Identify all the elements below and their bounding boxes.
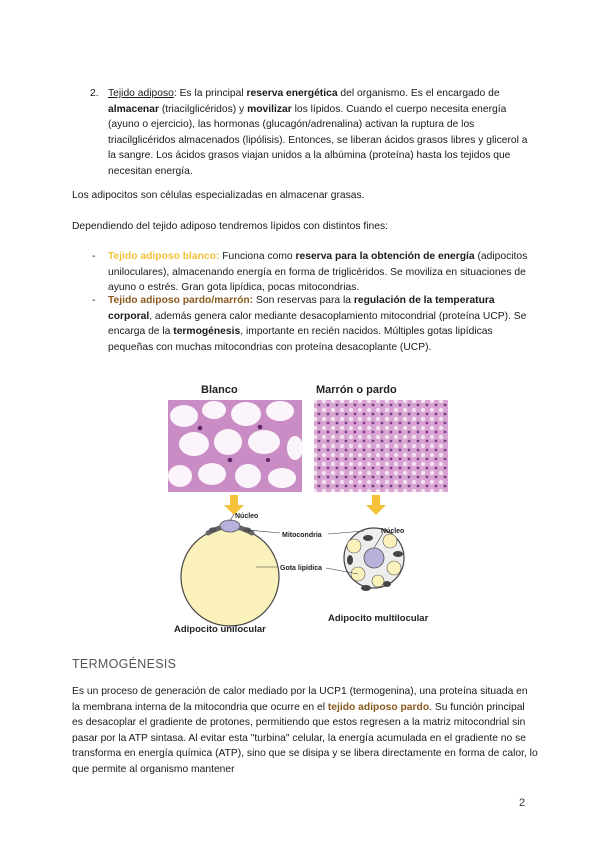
bold-span: termogénesis (173, 326, 241, 338)
text-span: , además genera calor mediante desacoplamiento mitocondrial (proteína UCP). Se encarga de la (108, 310, 527, 338)
paragraph-termogenesis (72, 684, 538, 778)
text-span: (triacilglicéridos) y (158, 103, 248, 115)
bullet-dash: - (92, 251, 96, 262)
bold-span: regulación de la temperatura corporal (108, 295, 495, 322)
text-span: : Es la principal (173, 88, 247, 99)
text-span: Son reservas para la (253, 295, 354, 306)
figure-drawing (168, 380, 448, 636)
micrograph-white-adipose (168, 400, 303, 492)
figure-label-pardo: Marrón o pardo (316, 384, 397, 396)
page-number: 2 (519, 797, 526, 809)
micrograph-brown-adipose (314, 400, 448, 492)
caption-multilocular: Adipocito multilocular (328, 613, 429, 624)
tejido-adiposo-item (108, 86, 532, 180)
term-tejido-blanco: Tejido adiposo blanco: (108, 251, 220, 262)
bold-span: reserva energética (246, 88, 338, 99)
bullet-tejido-blanco (108, 249, 536, 296)
unilocular-adipocyte-diagram (181, 514, 280, 626)
label-mitocondria: Mitocondria (282, 532, 322, 539)
bullet-dash: - (92, 295, 96, 306)
arrow-down-left (224, 495, 244, 515)
bold-span: movilizar (247, 103, 292, 115)
term-tejido-adiposo: Tejido adiposo (108, 88, 174, 99)
list-number: 2. (90, 88, 99, 99)
adipocyte-figure (168, 380, 448, 636)
caption-unilocular: Adipocito unilocular (174, 624, 266, 635)
multilocular-adipocyte-diagram (326, 528, 404, 591)
arrow-down-right (366, 495, 386, 515)
term-tejido-pardo: Tejido adiposo pardo/marrón: (108, 295, 254, 306)
paragraph-adipocitos: Los adipocitos son células especializadas en almacenar grasas. (72, 190, 365, 201)
text-span: los lípidos. Cuando el cuerpo necesita energía (ayuno o ejercicio), las hormonas (glucagón/adrenalina) activan la ruptura de los triacilglicéridos almacenados (lipólisis). Entonces, se liberan ácidos grasos libres y glicerol a la sangre. Los ácidos grasos viajan unidos a la albúmina (proteína) hasta los tejidos que necesitan energía. (108, 103, 528, 177)
text-span: del organismo. Es el encargado de (337, 88, 500, 99)
bullet-tejido-pardo (108, 293, 536, 355)
text-span: , importante en recién nacidos. Múltiples gotas lipídicas pequeñas con muchas mitocondrias con proteína desacoplante (UCP). (108, 326, 493, 353)
term-tejido-pardo-inline: tejido adiposo pardo (327, 701, 430, 713)
label-nucleo-right: Núcleo (381, 528, 405, 535)
text-span: (adipocitos uniloculares), almacenando energía en forma de triglicéridos. Se moviliza en situaciones de ayuno o estrés. Gran gota lipídica, pocas mitocondrias. (108, 251, 528, 294)
text-span: Funciona como (219, 251, 296, 262)
label-gota-lipidica: Gota lipídica (280, 565, 323, 572)
text-span: Es un proceso de generación de calor mediado por la UCP1 (termogenina), una proteína situada en la membrana interna de la mitocondria que ocurre en el (72, 686, 528, 713)
label-nucleo-left: Núcleo (235, 513, 259, 520)
section-heading-termogenesis: TERMOGÉNESIS (72, 657, 177, 671)
bold-span: almacenar (108, 103, 159, 115)
paragraph-dependiendo: Dependiendo del tejido adiposo tendremos lípidos con distintos fines: (72, 221, 388, 232)
figure-label-blanco: Blanco (201, 384, 238, 396)
bold-span: reserva para la obtención de energía (295, 251, 475, 262)
text-span: . Su función principal es desacoplar el gradiente de protones, permitiendo que estos regresen a la matriz mitocondrial sin pasar por la ATP sintasa. Al evitar esta "turbina" celular, la energía acumulada en el gradiente no se transforma en energía química (ATP), sino que se disipa y se libera directamente en forma de calor, lo que permite al organismo mantener (72, 701, 538, 775)
